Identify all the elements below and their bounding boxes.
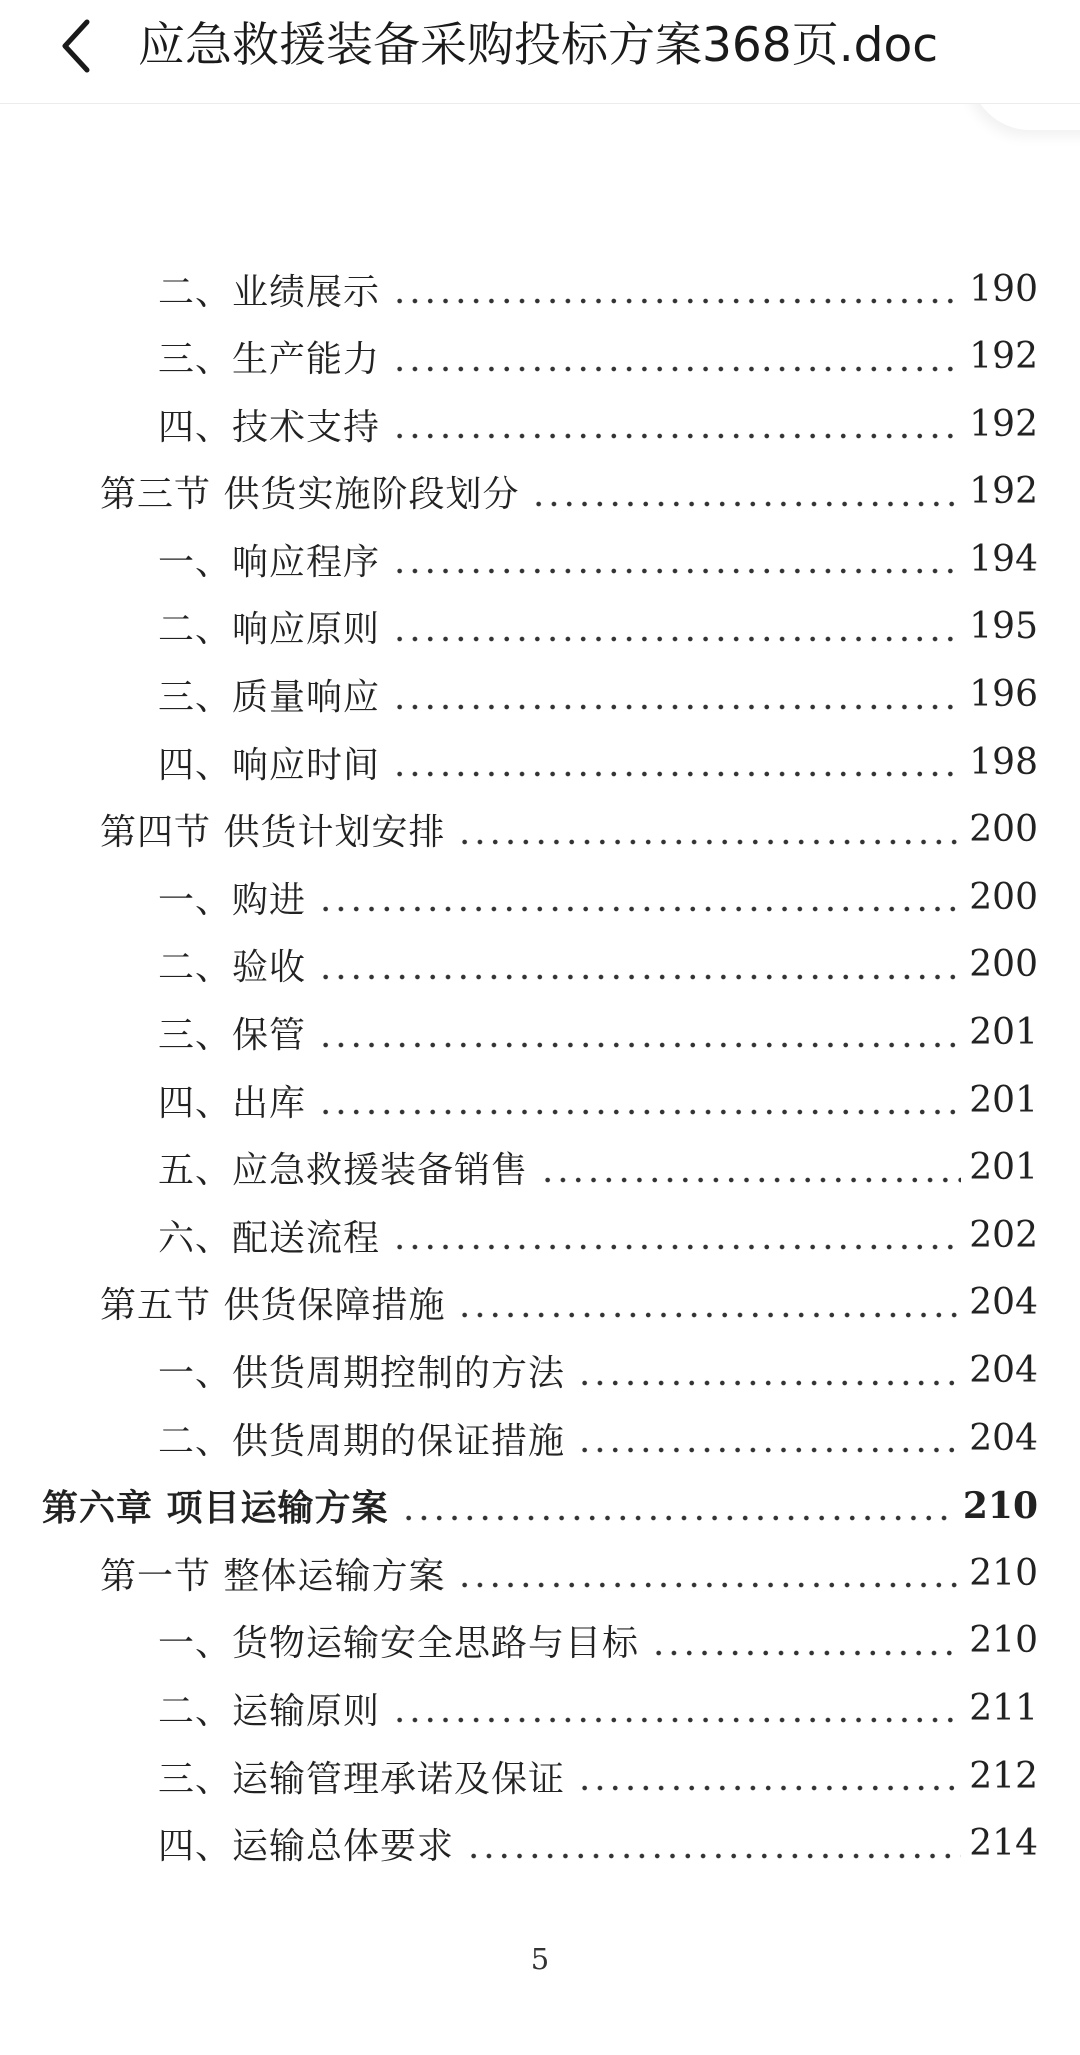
toc-entry[interactable] xyxy=(0,866,1080,934)
toc-entry-label: 三、生产能力 xyxy=(158,339,381,381)
toc-entry-content xyxy=(158,664,1038,726)
toc-entry-label: 二、验收 xyxy=(158,947,307,989)
toc-entry-page: 201 xyxy=(969,1079,1038,1121)
toc-entry-label: 五、应急救援装备销售 xyxy=(158,1150,529,1192)
toc-dot-leader xyxy=(651,1623,961,1659)
toc-entry-page: 194 xyxy=(969,538,1038,580)
toc-dot-leader xyxy=(457,812,961,848)
toc-entry-page: 195 xyxy=(969,606,1038,648)
toc-entry-label: 一、响应程序 xyxy=(158,541,381,583)
toc-entry[interactable] xyxy=(0,1813,1080,1881)
toc-entry-page: 202 xyxy=(969,1214,1038,1256)
toc-entry-content xyxy=(158,1610,1038,1672)
toc-dot-leader xyxy=(457,1555,961,1591)
toc-entry-label: 四、技术支持 xyxy=(158,406,381,448)
toc-entry[interactable] xyxy=(0,1137,1080,1205)
toc-entry-label: 一、货物运输安全思路与目标 xyxy=(158,1623,640,1665)
toc-entry[interactable] xyxy=(0,1745,1080,1813)
toc-dot-leader xyxy=(318,1015,961,1051)
toc-entry[interactable] xyxy=(0,528,1080,596)
toc-entry[interactable] xyxy=(0,393,1080,461)
toc-dot-leader xyxy=(318,879,961,915)
toc-entry[interactable] xyxy=(0,1272,1080,1340)
toc-dot-leader xyxy=(531,474,961,510)
toc-dot-leader xyxy=(318,947,961,983)
toc-entry-label: 四、运输总体要求 xyxy=(158,1826,455,1868)
toc-entry[interactable] xyxy=(0,1069,1080,1137)
toc-entry[interactable] xyxy=(0,799,1080,867)
toc-entry-label: 三、质量响应 xyxy=(158,677,381,719)
toc-entry-page: 211 xyxy=(969,1687,1038,1729)
toc-entry-label: 二、业绩展示 xyxy=(158,271,381,313)
toc-entry[interactable] xyxy=(0,731,1080,799)
toc-entry-content xyxy=(158,1204,1038,1266)
toc-dot-leader xyxy=(392,406,961,442)
toc-entry-page: 210 xyxy=(969,1552,1038,1594)
toc-entry-label: 第六章 项目运输方案 xyxy=(42,1487,389,1530)
toc-entry-page: 190 xyxy=(969,268,1038,310)
back-button[interactable] xyxy=(46,14,106,78)
document-title: 应急救援装备采购投标方案368页.doc xyxy=(138,18,939,73)
toc-entry-page: 196 xyxy=(969,674,1038,716)
toc-entry-page: 204 xyxy=(969,1417,1038,1459)
top-bar xyxy=(0,0,1080,104)
toc-dot-leader xyxy=(392,541,961,577)
toc-entry-page: 201 xyxy=(969,1147,1038,1189)
toc-entry[interactable] xyxy=(0,258,1080,326)
toc-entry-label: 第五节 供货保障措施 xyxy=(100,1285,446,1327)
toc-entry-label: 一、供货周期控制的方法 xyxy=(158,1353,566,1394)
toc-entry[interactable] xyxy=(0,1204,1080,1272)
toc-dot-leader xyxy=(457,1285,961,1321)
toc-dot-leader xyxy=(392,677,961,713)
toc-entry-content xyxy=(158,1407,1038,1469)
toc-entry-label: 第三节 供货实施阶段划分 xyxy=(100,474,520,516)
toc-entry-label: 第四节 供货计划安排 xyxy=(100,812,446,854)
toc-dot-leader xyxy=(392,609,961,645)
toc-dot-leader xyxy=(392,1217,961,1253)
toc-entry-content xyxy=(158,1069,1038,1131)
toc-entry-content xyxy=(158,1137,1038,1199)
chevron-left-icon xyxy=(59,18,93,74)
toc-entry[interactable] xyxy=(0,326,1080,394)
toc-dot-leader xyxy=(392,744,961,780)
toc-entry[interactable] xyxy=(0,1340,1080,1408)
toc-dot-leader xyxy=(540,1150,961,1186)
toc-entry-page: 200 xyxy=(969,809,1038,851)
toc-entry-content xyxy=(158,934,1038,996)
toc-entry-content xyxy=(158,258,1038,320)
toc-dot-leader xyxy=(392,271,961,307)
toc-dot-leader xyxy=(577,1420,961,1456)
toc-entry-content xyxy=(100,461,1038,523)
toc-dot-leader xyxy=(392,1690,961,1726)
toc-dot-leader xyxy=(392,339,961,375)
toc-entry-label: 二、供货周期的保证措施 xyxy=(158,1420,566,1462)
toc-entry-page: 210 xyxy=(969,1620,1038,1662)
toc-entry-content xyxy=(158,596,1038,658)
toc-entry-content xyxy=(158,393,1038,455)
toc-entry-page: 212 xyxy=(969,1755,1038,1797)
toc-entry-label: 三、保管 xyxy=(158,1015,307,1057)
toc-entry-label: 二、运输原则 xyxy=(158,1690,381,1732)
toc-entry-content xyxy=(158,1745,1038,1807)
table-of-contents xyxy=(0,258,1080,1880)
toc-entry-content xyxy=(158,866,1038,928)
toc-entry-content xyxy=(100,1272,1038,1334)
toc-dot-leader xyxy=(466,1826,961,1862)
toc-entry-content xyxy=(158,1002,1038,1064)
toc-entry-page: 204 xyxy=(969,1350,1038,1391)
toc-entry-page: 192 xyxy=(969,471,1038,513)
toc-entry-label: 第一节 整体运输方案 xyxy=(100,1555,446,1597)
page-number: 5 xyxy=(530,1942,550,1976)
toc-entry-label: 二、响应原则 xyxy=(158,609,381,651)
toc-entry-label: 六、配送流程 xyxy=(158,1217,381,1259)
toc-entry-content xyxy=(100,1542,1038,1604)
toc-entry[interactable] xyxy=(0,1475,1080,1543)
toc-entry-label: 四、响应时间 xyxy=(158,744,381,786)
toc-entry-content xyxy=(158,1813,1038,1875)
toc-entry[interactable] xyxy=(0,596,1080,664)
toc-entry-page: 198 xyxy=(969,741,1038,783)
toc-entry-page: 200 xyxy=(969,944,1038,986)
toc-entry[interactable] xyxy=(0,1542,1080,1610)
toc-entry[interactable] xyxy=(0,461,1080,529)
toc-entry-content xyxy=(158,1677,1038,1739)
toc-entry[interactable] xyxy=(0,1610,1080,1678)
toc-dot-leader xyxy=(577,1353,961,1389)
toc-entry[interactable] xyxy=(0,664,1080,732)
toc-dot-leader xyxy=(401,1488,955,1524)
toc-entry-page: 204 xyxy=(969,1282,1038,1324)
toc-entry-page: 210 xyxy=(962,1484,1038,1527)
toc-entry-label: 一、购进 xyxy=(158,879,307,921)
toc-entry-content xyxy=(100,799,1038,861)
toc-entry-content xyxy=(42,1475,1038,1537)
toc-entry-page: 192 xyxy=(969,336,1038,378)
toc-entry-content xyxy=(158,1340,1038,1402)
toc-entry-content xyxy=(158,326,1038,388)
toc-entry[interactable] xyxy=(0,1407,1080,1475)
toc-entry-page: 201 xyxy=(969,1012,1038,1054)
toc-entry-page: 214 xyxy=(969,1823,1038,1865)
toc-entry[interactable] xyxy=(0,1677,1080,1745)
toc-entry[interactable] xyxy=(0,1002,1080,1070)
toc-entry[interactable] xyxy=(0,934,1080,1002)
toc-entry-label: 四、出库 xyxy=(158,1082,307,1124)
toc-entry-content xyxy=(158,731,1038,793)
toc-dot-leader xyxy=(318,1082,961,1118)
toc-dot-leader xyxy=(577,1758,961,1794)
toc-entry-page: 200 xyxy=(969,876,1038,918)
toc-entry-content xyxy=(158,528,1038,590)
toc-entry-page: 192 xyxy=(969,403,1038,445)
toc-entry-label: 三、运输管理承诺及保证 xyxy=(158,1758,566,1800)
